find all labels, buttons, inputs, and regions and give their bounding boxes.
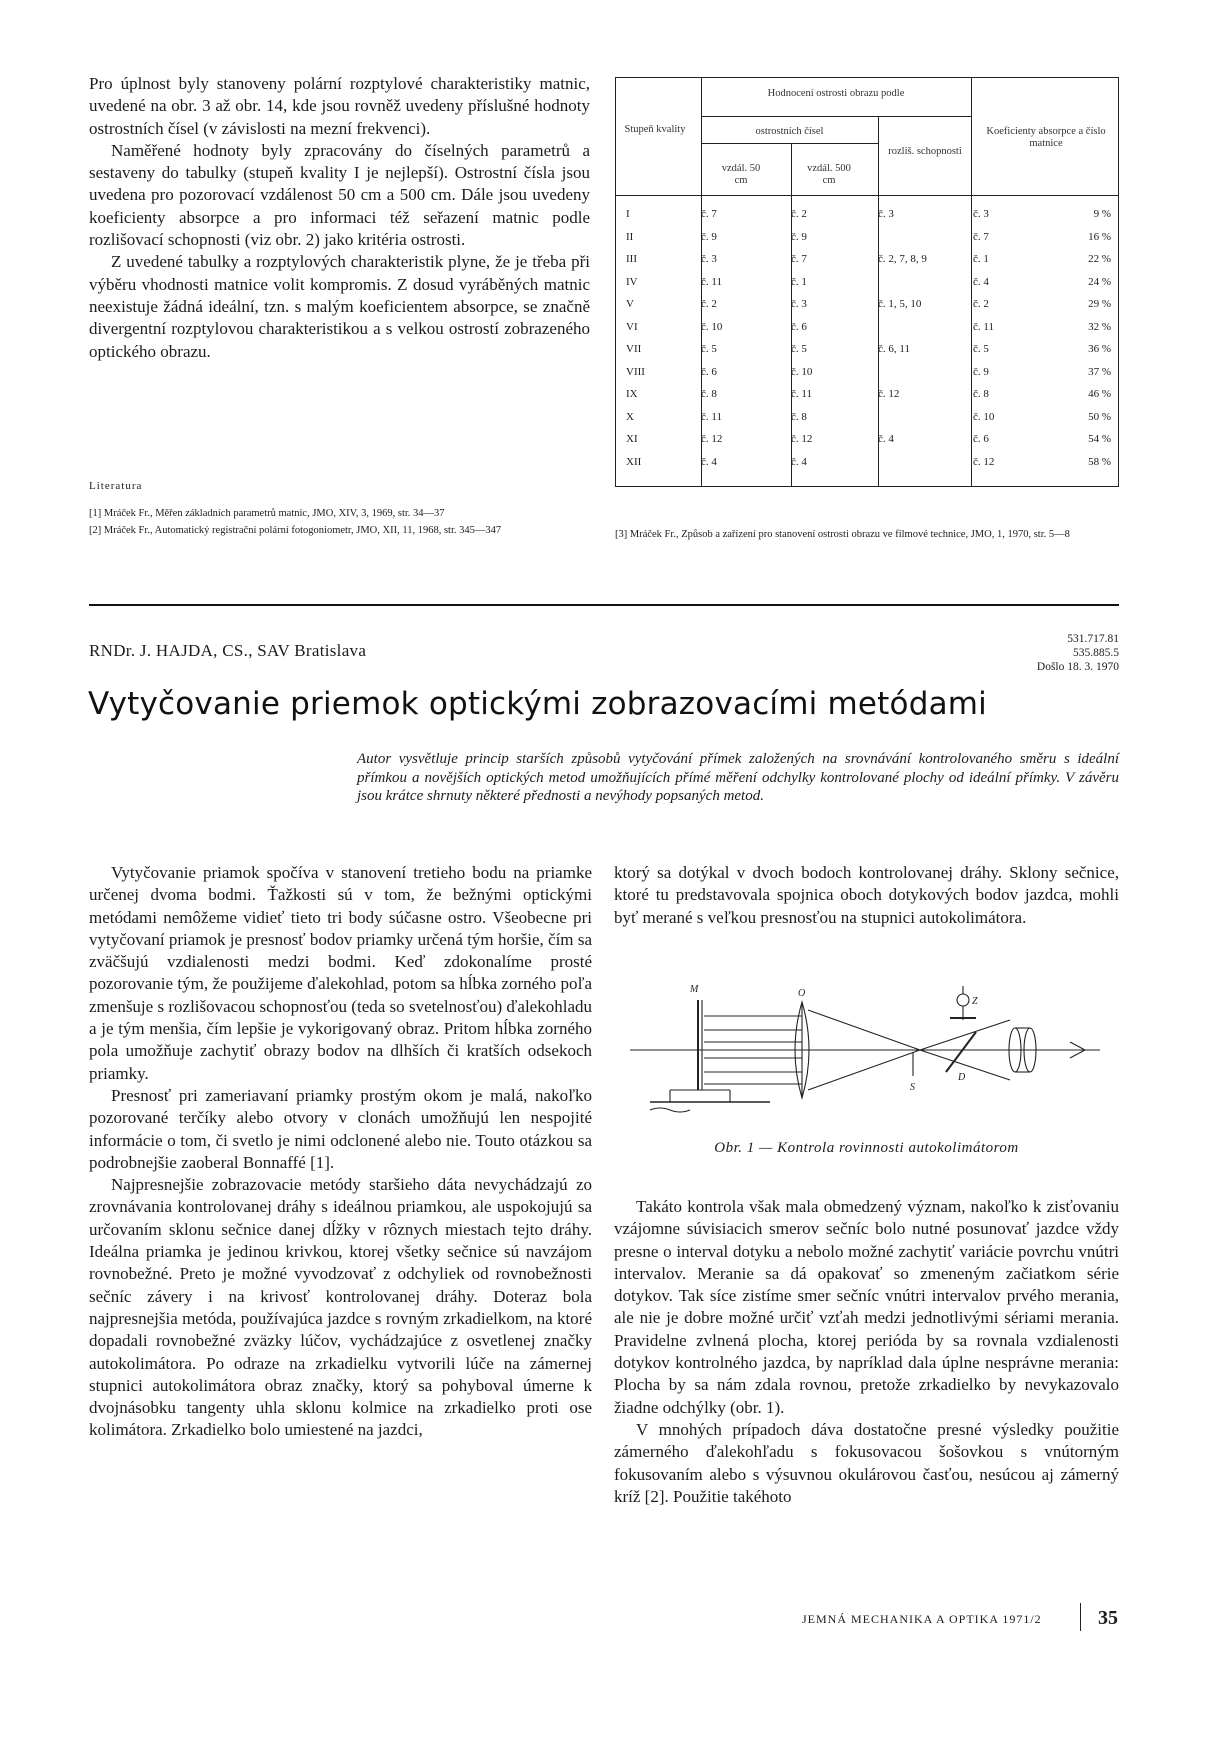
abstract: Autor vysvětluje princip starších způsobů vytyčování přímek založených na srovnávání kontrolovaného směru s ideální přímkou a novějších optických metod umožňujících přímé měření odchylky kontrolované plochy od ideální přímky. V závěru jsou krátce shrnuty některé přednosti a nevýhody popsaných metod. [357,751,1119,804]
label-s: S [910,1082,915,1093]
cell-coef: 22 % [1088,253,1111,266]
cell-grade: IV [626,275,638,288]
header-resolution: rozliš. schopnosti [888,146,962,157]
header-500cm: vzdál. 500 cm [807,163,851,186]
cell-d500: č. 7 [791,253,807,266]
reference-item: [1] Mráček Fr., Měřen základních parametrů matnic, JMO, XIV, 3, 1969, str. 34—37 [89,508,445,519]
cell-d50: č. 5 [701,343,717,356]
cell-d50: č. 12 [701,433,723,446]
literature-heading: Literatura [89,480,143,492]
reference-3 [615,528,1120,545]
reference-item: [3] Mráček Fr., Způsob a zařízení pro stanovení ostrosti obrazu ve filmové technice, JMO, 1, 1970, str. 5—8 [615,529,1070,540]
cell-d50: č. 6 [701,365,717,378]
cell-d500: č. 9 [791,230,807,243]
cell-coef: 9 % [1093,208,1111,221]
cell-mat: č. 8 [973,388,989,401]
cell-grade: XII [626,455,642,468]
footer-divider [1080,1603,1081,1631]
cell-mat: č. 5 [973,343,989,356]
paragraph: Z uvedené tabulky a rozptylových charakteristik plyne, že je třeba při výběru vhodnosti matnice volit kompromis. Z dosud vyráběných matnic neexistuje žádná ideální, tzn. s malým koeficientem absorpce, se značně divergentní rozptylovou charakteristikou a s velkou ostrostí zobrazeného optického obrazu. [89,252,590,361]
cell-d50: č. 11 [701,275,722,288]
cell-d500: č. 12 [791,433,813,446]
surface [650,1108,690,1112]
received-date: Došlo 18. 3. 1970 [1036,661,1119,673]
cell-mat: č. 2 [973,298,989,311]
cell-d50: č. 9 [701,230,717,243]
label-z: Z [972,996,978,1007]
cell-coef: 54 % [1088,433,1111,446]
intro-text [89,73,590,363]
udc-block [1037,632,1119,674]
cell-d50: č. 2 [701,298,717,311]
ray [808,1010,920,1050]
light-source [957,994,969,1006]
cell-res [878,451,973,474]
label-d: D [958,1072,966,1083]
cell-mat: č. 6 [973,433,989,446]
paragraph: V mnohých prípadoch dáva dostatočne presné výsledky použitie zámerného ďalekohľadu s fokusovacou šošovkou s vnútorným fokusovaním alebo s výsuvnou okulárovou časťou, nesúcou aj zámerný kríž [2]. Použitie takéhoto [614,1419,1119,1506]
cell-res [878,361,973,384]
cell-mat: č. 7 [973,230,989,243]
table-row [626,451,1111,474]
cell-coef: 24 % [1088,275,1111,288]
cell-res: č. 4 [878,433,894,446]
paragraph: Najpresnejšie zobrazovacie metódy staršieho dáta nevychádzajú zo zrovnávania kontrolovanej dráhy s ideálnou priamkou, ale uspokojujú sa určovaním sklonu sečnice danej dĺžky v rôznych miestach tejto dráhy. Ideálna priamka je jedinou krivkou, ktorej všetky sečnice sú navzájom rovnobežné. Preto je možné vyvodzovať z odchyliek od rovnobežnosti sečníc závery i na krivosť kontrolovanej dráhy. Doteraz bola najpresnejšia metóda, používajúca jazdce s rovným zrkadielkom, na ktoré dopadali rovnobežné zväzky lúčov, vychádzajúce z osvetlenej značky autokolimátora. Po odraze na zrkadielku vytvorili lúče na zámernej stupnici autokolimátora obraz značky, ktorý sa pohyboval úmerne k dvojnásobku tangenty uhla sklonu kolmice na zrkadielko proti ose kolimátora. Zrkadielko bolo umiestené na jazdci, [89,1175,592,1440]
udc-code: 531.717.81 [1067,633,1119,645]
cell-d500: č. 1 [791,275,807,288]
figure-caption: Obr. 1 — Kontrola rovinnosti autokolimátorom [714,1140,1019,1156]
journal-footer: JEMNÁ MECHANIKA A OPTIKA 1971/2 [802,1612,1042,1626]
table-row [626,428,1111,451]
cell-res: č. 6, 11 [878,343,910,356]
cell-mat: č. 10 [973,410,995,423]
cell-d50: č. 7 [701,208,717,221]
paragraph: Vytyčovanie priamok spočíva v stanovení tretieho bodu na priamke určenej dvoma bodmi. Ťažkosti sú v tom, že bežnými optickými metódami nemôžeme vidieť tieto tri body súčasne ostro. Všeobecne pri vytyčovaní priamok je presnosť bodov priamky určená tým horšie, čím sa zväčšujú vzdialenosti medzi bodmi. Keď zdokonalíme prosté pozorovanie tým, že použijeme ďalekohlad, potom sa hĺbka zorného poľa zmenšuje s rozlišovacou schopnosťou (teda so svetelnosťou) ďalekohladu a je tým menšia, čím lepšie je vykorigovaný obraz. Pritom hĺbka zorného pola umožňuje zachytiť obrazy bodov na dlhších či kratších odsekoch priamky. [89,863,592,1083]
cell-coef: 37 % [1088,365,1111,378]
header-sharpness: ostrostních čísel [755,126,824,137]
cell-mat: č. 4 [973,275,989,288]
section-divider [89,604,1119,606]
paragraph: Presnosť pri zameriavaní priamky prostým okom je malá, nakoľko pozorované terčíky alebo otvory v clonách umožňujú len nespojité informácie o tom, či svetlo je nimi odclonené alebo nie. Touto otázkou sa podrobnejšie zaoberal Bonnaffé [1]. [89,1085,592,1172]
right-column-top [614,862,1119,929]
cell-d500: č. 8 [791,410,807,423]
label-m: M [690,984,699,995]
table-row [626,226,1111,249]
cell-res [878,316,973,339]
header-grade: Stupeň kvality [624,124,686,135]
cell-d50: č. 10 [701,320,723,333]
cell-d50: č. 11 [701,410,722,423]
cell-res [878,271,973,294]
article-title: Vytyčovanie priemok optickými zobrazovacími metódami [88,686,987,722]
quality-table [615,77,1119,487]
cell-coef: 46 % [1088,388,1111,401]
table-row [626,406,1111,429]
left-column [89,862,592,1442]
paragraph: Takáto kontrola však mala obmedzený význam, nakoľko k zisťovaniu vzájomne súvisiacich smerov sečníc bolo nutné posunovať jazdce vždy presne o interval dotyku a nebolo možné zachytiť variácie povrchu vnútri intervalov. Meranie sa dá opakovať so zmeneným začiatkom série dotykov. Tak síce zistíme smer sečníc vnútri intervalov prvého merania, ale nie je dobre možné určiť vzťah medzi jednotlivými sériami merania. Pravidelne zvlnená plocha, ktorej perióda by sa rovnala vzdialenosti dotykov kontrolného jazdca, by napríklad dala úplne nesprávne merania: Plocha by sa nám zdala rovnou, pretože zrkadielko by nevykazovalo žiadne odchýlky (obr. 1). [614,1197,1119,1417]
cell-d500: č. 2 [791,208,807,221]
paragraph: Pro úplnost byly stanoveny polární rozptylové charakteristiky matnic, uvedené na obr. 3 až obr. 14, kde jsou rovněž uvedeny příslušné hodnoty ostrostních čísel (v závislosti na mezní frekvenci). [89,74,590,138]
cell-coef: 16 % [1088,230,1111,243]
cell-res: č. 12 [878,388,900,401]
cell-grade: V [626,298,634,311]
beam-splitter [946,1032,976,1072]
cell-d500: č. 10 [791,365,813,378]
figure-autocollimator [630,980,1130,1130]
cell-d500: č. 11 [791,388,812,401]
table-row [626,338,1111,361]
table-body [626,203,1111,473]
author-line: RNDr. J. HAJDA, CS., SAV Bratislava [89,641,367,660]
cell-d50: č. 3 [701,253,717,266]
cell-mat: č. 12 [973,455,995,468]
header-50cm: vzdál. 50 cm [721,163,761,186]
cell-grade: VIII [626,365,645,378]
page-number: 35 [1098,1607,1118,1629]
reference-item: [2] Mráček Fr., Automatický registrační polární fotogoniometr, JMO, XII, 11, 1968, str. 345—347 [89,525,502,536]
paragraph: Naměřené hodnoty byly zpracovány do číselných parametrů a sestaveny do tabulky (stupeň kvality I je nejlepší). Ostrostní čísla jsou uvedena pro pozorovací vzdálenost 50 cm a 500 cm. Dále jsou uvedeny koeficienty absorpce a pro informaci též seřazení matnic podle rozlišovací schopnosti (viz obr. 2) jako kritéria ostrosti. [89,140,590,250]
paragraph: ktorý sa dotýkal v dvoch bodoch kontrolovanej dráhy. Sklony sečnice, ktoré tu predstavovala spojnica oboch dotykových bodov jazdca, mohli byť merané s veľkou presnosťou na stupnici autokolimátora. [614,863,1119,927]
cell-d500: č. 5 [791,343,807,356]
cell-coef: 50 % [1088,410,1111,423]
cell-grade: XI [626,433,638,446]
header-main: Hodnocení ostrosti obrazu podle [767,88,905,99]
cell-grade: VII [626,343,642,356]
cell-d50: č. 4 [701,455,717,468]
cell-grade: III [626,253,637,266]
cell-grade: I [626,208,630,221]
cell-d500: č. 4 [791,455,807,468]
cell-grade: IX [626,388,638,401]
cell-d500: č. 6 [791,320,807,333]
cell-coef: 29 % [1088,298,1111,311]
table-row [626,316,1111,339]
header-absorption: Koeficienty absorpce a číslo matnice [986,126,1106,149]
label-o: O [798,988,806,999]
right-column-bottom [614,1196,1119,1508]
cell-res: č. 1, 5, 10 [878,298,922,311]
cell-grade: II [626,230,634,243]
udc-code: 535.885.5 [1073,647,1119,659]
cell-res [878,406,973,429]
cell-mat: č. 11 [973,320,994,333]
cell-grade: VI [626,320,638,333]
literature [89,480,594,541]
cell-d50: č. 8 [701,388,717,401]
cell-coef: 32 % [1088,320,1111,333]
cell-res: č. 3 [878,208,894,221]
cell-coef: 36 % [1088,343,1111,356]
cell-mat: č. 9 [973,365,989,378]
table-row [626,293,1111,316]
cell-d500: č. 3 [791,298,807,311]
cell-res [878,226,973,249]
ray [808,1050,920,1090]
table-row [626,361,1111,384]
cell-coef: 58 % [1088,455,1111,468]
table-row [626,203,1111,226]
cell-res: č. 2, 7, 8, 9 [878,253,927,266]
table-row [626,248,1111,271]
cell-mat: č. 3 [973,208,989,221]
table-row [626,271,1111,294]
cell-grade: X [626,410,634,423]
table-row [626,383,1111,406]
cell-mat: č. 1 [973,253,989,266]
